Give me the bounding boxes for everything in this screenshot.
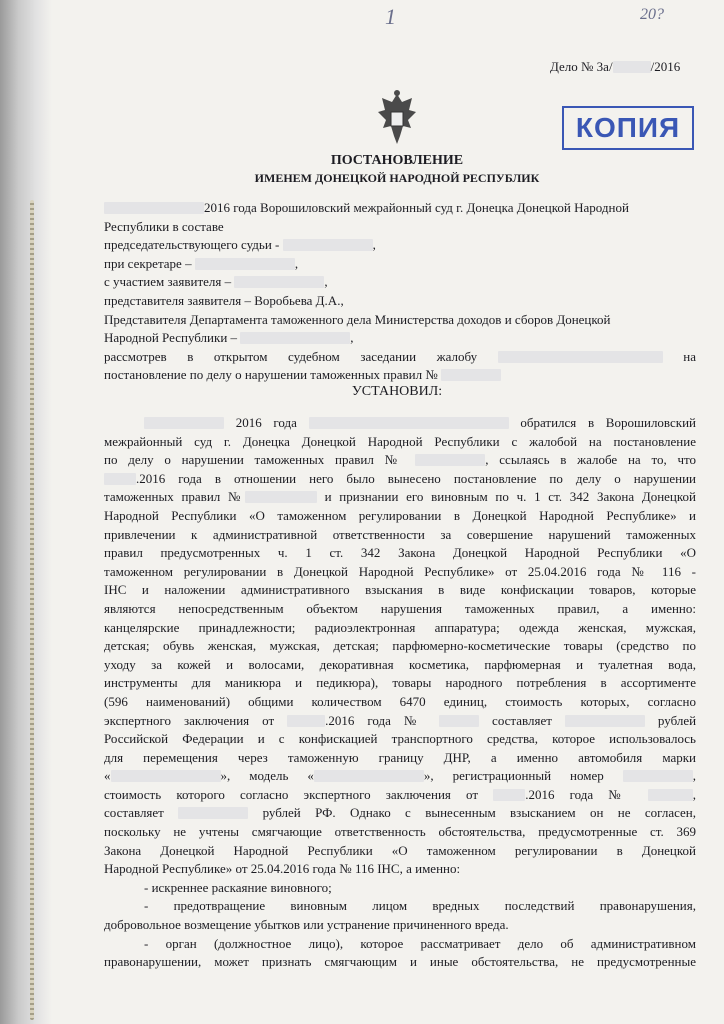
list-item: - орган (должностное лицо), которое рассматривает дело об административном	[144, 935, 696, 951]
intro-line: Народной Республики – ,	[104, 330, 354, 346]
body-line: канцелярские принадлежности; радиоэлектронная аппаратура; одежда женская, мужская,	[104, 619, 696, 635]
document-subtitle: ИМЕНЕМ ДОНЕЦКОЙ НАРОДНОЙ РЕСПУБЛИК	[254, 171, 540, 185]
list-item: - предотвращение виновным лицом вредных последствий правонарушения,	[144, 898, 696, 914]
handwritten-sheet-number: 20?	[640, 6, 664, 23]
list-item: - искреннее раскаяние виновного;	[144, 879, 332, 895]
body-line: таможенном регулировании в Донецкой Народной Республике» от 25.04.2016 года № 116 -	[104, 563, 696, 579]
redaction	[493, 789, 525, 801]
redaction	[314, 770, 424, 782]
redaction	[439, 715, 479, 727]
body-line: детская; обувь женская, мужская, детская; парфюмерно-косметические товары (средство по	[104, 638, 696, 654]
body-line: Российской Федерации и с конфискацией транспортного средства, которое использовалось	[104, 731, 696, 747]
body-line: (596 наименований) общими количеством 6470 единиц, стоимость которых, согласно	[104, 693, 696, 709]
body-line: « », модель « », регистрационный номер ,	[104, 768, 696, 784]
body-line: инструменты для маникюра и педикюра), товары народного потребления в ассортименте	[104, 675, 696, 691]
body-line: поскольку не учтены смягчающие ответственность обстоятельства, предусмотренные ст. 369	[104, 824, 696, 840]
redaction	[498, 351, 663, 363]
redaction	[287, 715, 325, 727]
redaction	[565, 715, 645, 727]
redaction	[623, 770, 693, 782]
list-item-cont: добровольное возмещение убытков или устранение причиненного вреда.	[104, 917, 509, 933]
body-line: Народной Республике» от 25.04.2016 года № 116 IНС, а именно:	[104, 861, 461, 877]
redaction	[144, 417, 224, 429]
body-line: для перемещения через таможенную границу ДНР, а именно автомобиля марки	[104, 749, 696, 765]
body-line: привлечении к административной ответственности за совершение нарушений таможенных	[104, 526, 696, 542]
intro-block	[104, 199, 696, 385]
list-item-cont: правонарушении, может признать смягчающим и иные обстоятельства, не предусмотренные	[104, 954, 696, 970]
intro-line: рассмотрев в открытом судебном заседании жалобу на	[104, 348, 697, 364]
body-line: составляет рублей РФ. Однако с вынесенным взысканием он не согласен,	[104, 805, 696, 821]
body-line: уходу за кожей и волосами, декоративная косметика, парфюмерная и туалетная вода,	[104, 656, 696, 672]
body-line: 2016 года обратился в Ворошиловский	[104, 414, 696, 433]
redaction	[613, 61, 651, 73]
intro-line: Республики в составе	[104, 218, 224, 234]
redaction	[234, 276, 324, 288]
intro-line: 2016 года Ворошиловский межрайонный суд г. Донецка Донецкой Народной	[104, 199, 696, 218]
body-line: таможенных правил № и признании его виновным по ч. 1 ст. 342 Закона Донецкой	[104, 489, 696, 505]
section-heading: УСТАНОВИЛ:	[351, 384, 443, 399]
body-line: Народной Республики «О таможенном регулировании в Донецкой Народной Республике» и	[104, 507, 696, 523]
intro-line: председательствующего судьи - ,	[104, 237, 376, 253]
redaction	[441, 369, 501, 381]
redaction	[648, 789, 693, 801]
intro-line: с участием заявителя – ,	[104, 274, 328, 290]
redaction	[309, 417, 509, 429]
body-line: являются непосредственным объектом нарушения таможенных правил, а именно:	[104, 600, 696, 616]
binding-thread	[30, 200, 34, 1020]
intro-line: представителя заявителя – Воробьева Д.А.,	[104, 292, 344, 308]
eagle-emblem-icon	[374, 88, 420, 150]
case-number: Дело № 3а/ /2016	[550, 59, 681, 74]
copy-stamp: КОПИЯ	[562, 106, 694, 150]
redaction	[415, 454, 485, 466]
redaction	[245, 491, 317, 503]
redaction	[283, 239, 373, 251]
redaction	[104, 202, 204, 214]
body-line: по делу о нарушении таможенных правил № , ссылаясь в жалобе на то, что	[104, 452, 697, 468]
intro-line: постановление по делу о нарушении таможенных правил №	[104, 366, 696, 385]
body-line: правил предусмотренных ч. 1 ст. 342 Закона Донецкой Народной Республики «О	[104, 545, 696, 561]
redaction	[195, 258, 295, 270]
body-line: экспертного заключения от .2016 года № составляет рублей	[104, 712, 697, 728]
intro-line: Представителя Департамента таможенного дела Министерства доходов и сборов Донецкой	[104, 311, 611, 327]
body-line: межрайонный суд г. Донецка Донецкой Народной Республики с жалобой на постановление	[104, 433, 696, 449]
redaction	[240, 332, 350, 344]
body-line: IНС и наложении административного взыскания в виде конфискации товаров, которые	[104, 582, 696, 598]
body-text	[104, 414, 696, 972]
handwritten-page-number: 1	[385, 4, 396, 29]
redaction	[111, 770, 221, 782]
body-line: .2016 года в отношении него было вынесено постановление по делу о нарушении	[104, 470, 696, 489]
redaction	[104, 473, 136, 485]
intro-line: при секретаре – ,	[104, 255, 299, 271]
body-line: Закона Донецкой Народной Республики «О таможенном регулировании в Донецкой	[104, 842, 696, 858]
document-title: ПОСТАНОВЛЕНИЕ	[330, 153, 464, 168]
redaction	[178, 807, 248, 819]
body-line: стоимость которого согласно экспертного заключения от .2016 года № ,	[104, 786, 697, 802]
